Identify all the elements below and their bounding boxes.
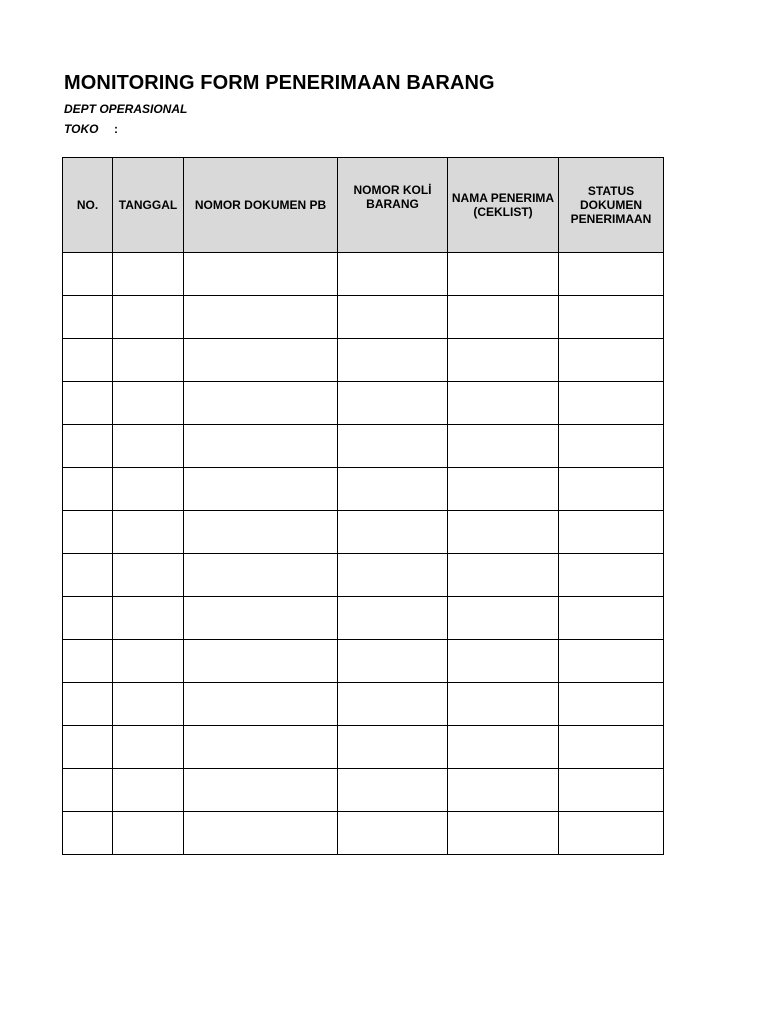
cell-status-dokumen[interactable]: [559, 812, 664, 855]
header-no: NO.: [63, 158, 113, 253]
cell-nama-penerima[interactable]: [448, 554, 559, 597]
cell-no[interactable]: [63, 554, 113, 597]
cell-nomor-dokumen-pb[interactable]: [184, 296, 338, 339]
cell-nomor-koli-barang[interactable]: [338, 339, 448, 382]
cell-tanggal[interactable]: [113, 511, 184, 554]
cell-nomor-koli-barang[interactable]: [338, 425, 448, 468]
cell-nomor-koli-barang[interactable]: [338, 812, 448, 855]
cell-tanggal[interactable]: [113, 382, 184, 425]
table-row: [63, 597, 664, 640]
cell-nama-penerima[interactable]: [448, 726, 559, 769]
cell-nomor-dokumen-pb[interactable]: [184, 769, 338, 812]
toko-label: TOKO: [64, 122, 99, 136]
cell-tanggal[interactable]: [113, 769, 184, 812]
table-row: [63, 683, 664, 726]
cell-tanggal[interactable]: [113, 296, 184, 339]
cell-status-dokumen[interactable]: [559, 554, 664, 597]
cell-no[interactable]: [63, 253, 113, 296]
cell-nomor-koli-barang[interactable]: [338, 640, 448, 683]
document-title: MONITORING FORM PENERIMAAN BARANG: [64, 72, 495, 94]
cell-tanggal[interactable]: [113, 339, 184, 382]
cell-nomor-koli-barang[interactable]: [338, 554, 448, 597]
cell-no[interactable]: [63, 726, 113, 769]
cell-nama-penerima[interactable]: [448, 640, 559, 683]
cell-nomor-dokumen-pb[interactable]: [184, 640, 338, 683]
cell-nomor-dokumen-pb[interactable]: [184, 554, 338, 597]
cell-nama-penerima[interactable]: [448, 683, 559, 726]
receiving-form-table: [62, 157, 664, 855]
cell-nomor-dokumen-pb[interactable]: [184, 726, 338, 769]
table-row: [63, 468, 664, 511]
cell-tanggal[interactable]: [113, 726, 184, 769]
header-status-dokumen: STATUS DOKUMEN PENERIMAAN: [559, 158, 664, 253]
table-row: [63, 296, 664, 339]
cell-status-dokumen[interactable]: [559, 339, 664, 382]
toko-line: [64, 122, 118, 136]
cell-no[interactable]: [63, 296, 113, 339]
cell-nomor-dokumen-pb[interactable]: [184, 253, 338, 296]
cell-tanggal[interactable]: [113, 554, 184, 597]
cell-tanggal[interactable]: [113, 425, 184, 468]
cell-status-dokumen[interactable]: [559, 769, 664, 812]
cell-tanggal[interactable]: [113, 253, 184, 296]
cell-nama-penerima[interactable]: [448, 468, 559, 511]
table-row: [63, 253, 664, 296]
cell-nomor-dokumen-pb[interactable]: [184, 683, 338, 726]
cell-nama-penerima[interactable]: [448, 511, 559, 554]
cell-nama-penerima[interactable]: [448, 339, 559, 382]
cell-nama-penerima[interactable]: [448, 382, 559, 425]
table-header-row: [63, 158, 664, 253]
cell-tanggal[interactable]: [113, 812, 184, 855]
header-nomor-koli-barang: NOMOR KOLİ BARANG: [338, 158, 448, 253]
cell-no[interactable]: [63, 769, 113, 812]
cell-nomor-dokumen-pb[interactable]: [184, 425, 338, 468]
cell-tanggal[interactable]: [113, 597, 184, 640]
cell-nomor-koli-barang[interactable]: [338, 253, 448, 296]
cell-status-dokumen[interactable]: [559, 468, 664, 511]
toko-colon: :: [114, 122, 118, 136]
cell-no[interactable]: [63, 425, 113, 468]
header-tanggal: TANGGAL: [113, 158, 184, 253]
cell-nomor-koli-barang[interactable]: [338, 597, 448, 640]
cell-nama-penerima[interactable]: [448, 597, 559, 640]
cell-no[interactable]: [63, 468, 113, 511]
cell-status-dokumen[interactable]: [559, 640, 664, 683]
cell-status-dokumen[interactable]: [559, 511, 664, 554]
cell-tanggal[interactable]: [113, 683, 184, 726]
cell-nomor-koli-barang[interactable]: [338, 382, 448, 425]
cell-nomor-dokumen-pb[interactable]: [184, 597, 338, 640]
cell-no[interactable]: [63, 812, 113, 855]
cell-nomor-koli-barang[interactable]: [338, 726, 448, 769]
table-row: [63, 511, 664, 554]
cell-no[interactable]: [63, 597, 113, 640]
cell-nomor-dokumen-pb[interactable]: [184, 812, 338, 855]
cell-status-dokumen[interactable]: [559, 726, 664, 769]
table-row: [63, 425, 664, 468]
cell-nomor-dokumen-pb[interactable]: [184, 339, 338, 382]
cell-nomor-koli-barang[interactable]: [338, 296, 448, 339]
cell-nomor-koli-barang[interactable]: [338, 683, 448, 726]
cell-nomor-dokumen-pb[interactable]: [184, 468, 338, 511]
dept-label: DEPT OPERASIONAL: [64, 102, 188, 116]
cell-status-dokumen[interactable]: [559, 253, 664, 296]
cell-status-dokumen[interactable]: [559, 425, 664, 468]
cell-nomor-koli-barang[interactable]: [338, 468, 448, 511]
table-row: [63, 339, 664, 382]
cell-nama-penerima[interactable]: [448, 769, 559, 812]
table-row: [63, 554, 664, 597]
cell-tanggal[interactable]: [113, 640, 184, 683]
cell-status-dokumen[interactable]: [559, 597, 664, 640]
table-row: [63, 812, 664, 855]
table-row: [63, 726, 664, 769]
table-row: [63, 382, 664, 425]
cell-nama-penerima[interactable]: [448, 425, 559, 468]
cell-tanggal[interactable]: [113, 468, 184, 511]
cell-nama-penerima[interactable]: [448, 296, 559, 339]
table-body: [63, 253, 664, 855]
cell-nama-penerima[interactable]: [448, 253, 559, 296]
cell-status-dokumen[interactable]: [559, 296, 664, 339]
cell-status-dokumen[interactable]: [559, 683, 664, 726]
cell-nomor-dokumen-pb[interactable]: [184, 511, 338, 554]
cell-no[interactable]: [63, 511, 113, 554]
cell-no[interactable]: [63, 683, 113, 726]
cell-nomor-dokumen-pb[interactable]: [184, 382, 338, 425]
cell-nomor-koli-barang[interactable]: [338, 769, 448, 812]
cell-status-dokumen[interactable]: [559, 382, 664, 425]
table-row: [63, 769, 664, 812]
header-nama-penerima: NAMA PENERIMA (CEKLIST): [448, 158, 559, 253]
cell-nomor-koli-barang[interactable]: [338, 511, 448, 554]
header-nomor-dokumen-pb: NOMOR DOKUMEN PB: [184, 158, 338, 253]
cell-no[interactable]: [63, 382, 113, 425]
table-row: [63, 640, 664, 683]
cell-nama-penerima[interactable]: [448, 812, 559, 855]
cell-no[interactable]: [63, 339, 113, 382]
cell-no[interactable]: [63, 640, 113, 683]
